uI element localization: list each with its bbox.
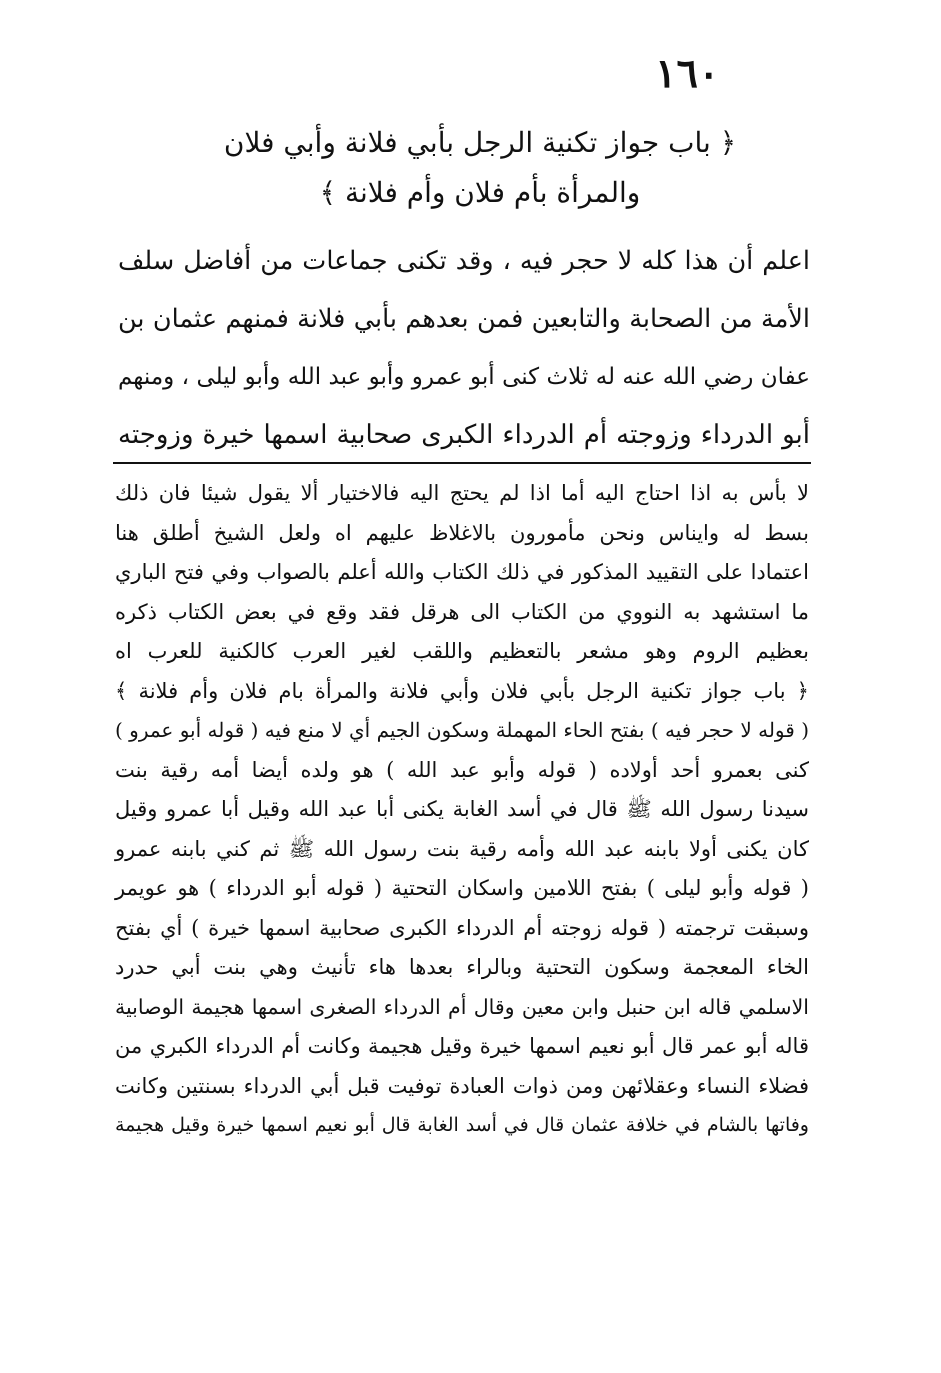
main-text — [118, 232, 810, 464]
commentary-line: ﴿ باب جواز تكنية الرجل بأبي فلان وأبي فلانة والمرأة بام فلان وأم فلانة ﴾ — [115, 678, 809, 703]
commentary-line: ما استشهد به النووي من الكتاب الى هرقل فقد وقع في بعض الكتاب ذكره — [115, 599, 809, 624]
commentary-line: اعتمادا على التقييد المذكور في ذلك الكتاب والله أعلم بالصواب وفي فتح الباري — [115, 560, 809, 584]
commentary-line: كان يكنى أولا بابنه عبد الله وأمه رقية بنت رسول الله ﷺ ثم كني بابنه عمرو — [115, 836, 809, 861]
main-text-line: عفان رضي الله عنه له ثلاث كنى أبو عمرو وأبو عبد الله وأبو ليلى ، ومنهم — [118, 364, 810, 390]
commentary-line: ( قوله لا حجر فيه ) بفتح الحاء المهملة وسكون الجيم أي لا منع فيه ( قوله أبو عمرو ) — [115, 718, 809, 742]
heading-line-2: والمرأة بأم فلان وأم فلانة ﴾ — [319, 176, 641, 209]
commentary-line: سيدنا رسول الله ﷺ قال في أسد الغابة يكنى أبا عبد الله وقيل أبا عمرو وقيل — [115, 797, 809, 821]
chapter-heading — [170, 118, 790, 218]
page-number: ١٦٠ — [655, 50, 720, 97]
commentary-line: فضلاء النساء وعقلائهن ومن ذوات العبادة توفيت قبل أبي الدرداء بسنتين وكانت — [115, 1073, 809, 1098]
commentary-text — [115, 474, 809, 1146]
commentary-line: وفاتها بالشام في خلافة عثمان قال في أسد الغابة قال أبو نعيم اسمها خيرة وقيل هجيمة — [115, 1114, 809, 1136]
heading-line-1: ﴿ باب جواز تكنية الرجل بأبي فلانة وأبي فلان — [223, 126, 737, 159]
commentary-line: بعظيم الروم وهو مشعر بالتعظيم واللقب لغير العرب كالكنية للعرب اه — [115, 639, 809, 663]
commentary-line: بسط له وايناس ونحن مأمورون بالاغلاظ عليهم اه ولعل الشيخ أطلق هنا — [115, 520, 809, 545]
commentary-line: الخاء المعجمة وسكون التحتية وبالراء بعدها هاء تأنيث وهي بنت أبي حدرد — [115, 955, 809, 979]
footnote-divider — [113, 462, 811, 464]
main-text-line: أبو الدرداء وزوجته أم الدرداء الكبرى صحابية اسمها خيرة وزوجته — [118, 420, 810, 450]
main-text-line: اعلم أن هذا كله لا حجر فيه ، وقد تكنى جماعات من أفاضل سلف — [118, 246, 810, 276]
commentary-line: قاله أبو عمر قال أبو نعيم اسمها خيرة وقيل هجيمة وكانت أم الدرداء الكبري من — [115, 1034, 809, 1058]
main-text-line: الأمة من الصحابة والتابعين فمن بعدهم بأبي فلانة فمنهم عثمان بن — [118, 304, 810, 334]
commentary-line: الاسلمي قاله ابن حنبل وابن معين وقال أم الدرداء الصغرى اسمها هجيمة الوصابية — [115, 994, 809, 1019]
commentary-line: ( قوله وأبو ليلى ) بفتح اللامين واسكان التحتية ( قوله أبو الدرداء ) هو عويمر — [115, 876, 809, 900]
commentary-line: وسبقت ترجمته ( قوله زوجته أم الدرداء الكبرى صحابية اسمها خيرة ) أي بفتح — [115, 915, 809, 940]
commentary-line: كنى بعمرو أحد أولاده ( قوله وأبو عبد الله ) هو ولده أيضا أمه رقية بنت — [115, 757, 809, 782]
commentary-line: لا بأس به اذا احتاج اليه أما اذا لم يحتج اليه فالاختيار ألا يقول شيئا فان ذلك — [115, 481, 809, 505]
